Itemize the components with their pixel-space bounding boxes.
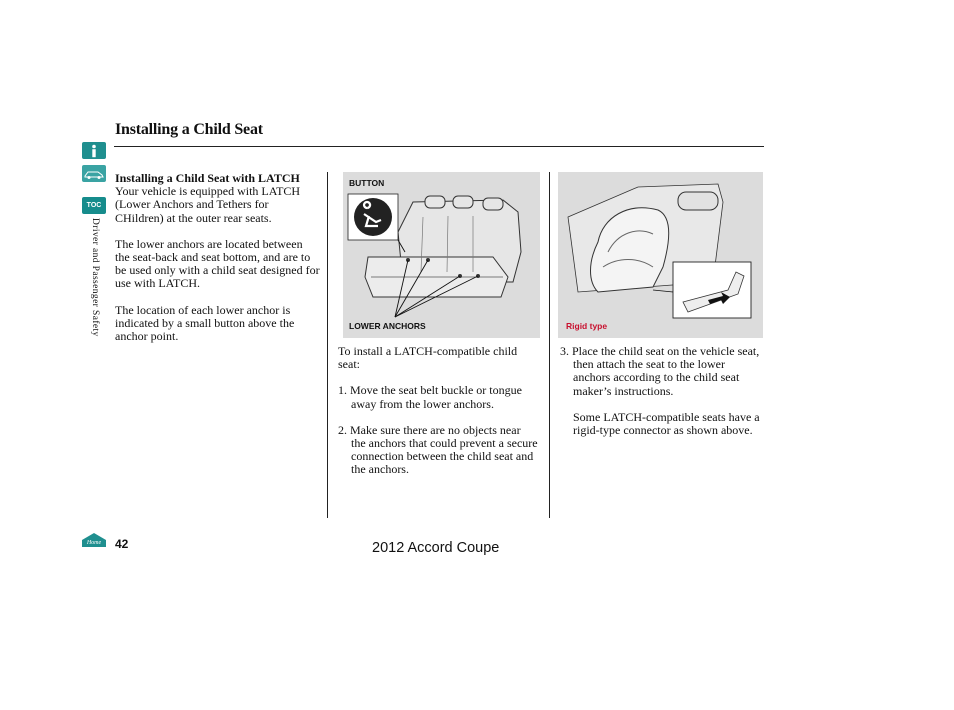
step-3: 3. Place the child seat on the vehicle seat, then attach the seat to the lower anchors according to the child seat maker’s instructions. <box>560 344 760 398</box>
column-2 <box>338 345 538 490</box>
car-icon[interactable] <box>82 165 106 182</box>
step-1: 1. Move the seat belt buckle or tongue away from the lower anchors. <box>338 383 522 411</box>
child-seat-figure <box>558 172 763 338</box>
title-rule <box>114 146 764 147</box>
paragraph-1: Your vehicle is equipped with LATCH (Lower Anchors and Tethers for CHildren) at the outer rear seats. <box>115 184 301 225</box>
column-3 <box>560 345 760 450</box>
column-divider-2 <box>549 172 550 518</box>
button-label: BUTTON <box>349 178 385 188</box>
paragraph-3: The location of each lower anchor is indicated by a small button above the anchor point. <box>115 302 295 344</box>
toc-icon[interactable]: TOC <box>82 197 106 214</box>
column-1 <box>115 172 320 356</box>
install-intro: To install a LATCH-compatible child seat: <box>338 344 518 372</box>
rear-seat-figure <box>343 172 540 338</box>
rigid-type-label: Rigid type <box>566 321 608 331</box>
rigid-note: Some LATCH-compatible seats have a rigid-type connector as shown above. <box>573 409 760 438</box>
home-icon-label: Home <box>86 540 102 546</box>
column-divider-1 <box>327 172 328 518</box>
lower-anchors-label: LOWER ANCHORS <box>349 321 426 331</box>
info-icon[interactable] <box>82 142 106 159</box>
footer-model: 2012 Accord Coupe <box>372 540 500 556</box>
page-number: 42 <box>115 537 129 551</box>
paragraph-2: The lower anchors are located between the seat-back and seat bottom, and are to be used only with a child seat designed for use with LATCH. <box>115 236 320 291</box>
subhead: Installing a Child Seat with LATCH <box>115 171 300 185</box>
page-title: Installing a Child Seat <box>115 121 263 138</box>
step-2: 2. Make sure there are no objects near the anchors that could prevent a secure connection between the child seat and the anchors. <box>338 422 538 477</box>
home-icon[interactable] <box>81 532 107 548</box>
section-label: Driver and Passenger Safety <box>90 218 100 337</box>
